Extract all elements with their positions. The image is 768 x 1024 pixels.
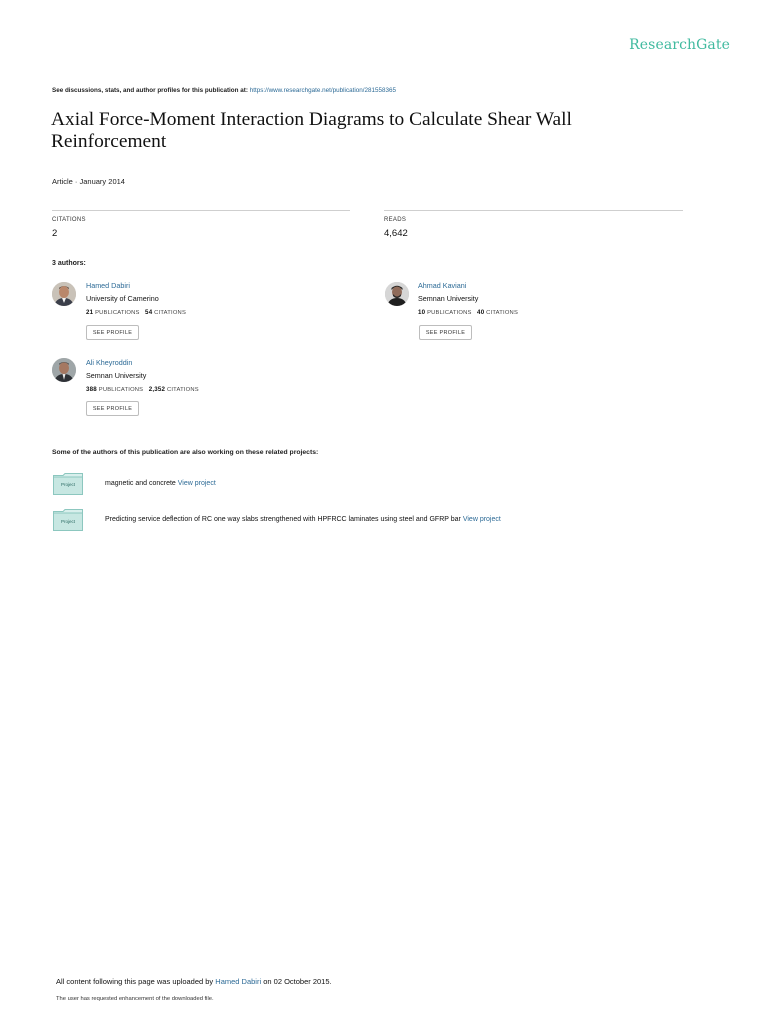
view-project-link[interactable]: View project [462,516,501,523]
see-profile-button[interactable]: SEE PROFILE [86,325,139,340]
publication-url-link[interactable]: https://www.researchgate.net/publication/281558365 [249,87,397,94]
author-stats [86,309,186,316]
projects-heading: Some of the authors of this publication are also working on these related projects: [52,449,319,456]
citations-label: CITATIONS [154,310,187,316]
author-institution: Semnan University [418,294,479,303]
citations-label: CITATIONS [166,387,199,393]
project-icon-label: Project [60,519,75,524]
footer-prefix: All content following this page was uploaded by [56,977,216,986]
author-publications-count: 21 [86,309,94,316]
author-citations-count: 2,352 [148,386,166,393]
project-title: magnetic and concrete [105,480,178,487]
avatar[interactable] [52,282,76,306]
author-citations-count: 54 [145,309,153,316]
project-row [105,516,501,523]
author-name-link[interactable]: Ali Kheyroddin [86,358,133,367]
see-profile-button[interactable]: SEE PROFILE [419,325,472,340]
author-institution: Semnan University [86,371,147,380]
author-name-link[interactable]: Hamed Dabiri [86,281,130,290]
divider-citations [52,210,350,211]
publications-label: PUBLICATIONS [427,310,472,316]
avatar[interactable] [52,358,76,382]
project-icon-label: Project [60,482,75,487]
reads-value: 4,642 [384,228,408,239]
footer-note: The user has requested enhancement of the downloaded file. [56,996,214,1002]
citations-label: CITATIONS [52,217,86,223]
author-institution: University of Camerino [86,294,159,303]
author-publications-count: 10 [418,309,426,316]
author-stats [418,309,518,316]
view-project-link[interactable]: View project [177,480,216,487]
see-profile-button[interactable]: SEE PROFILE [86,401,139,416]
publication-meta: Article · January 2014 [52,177,125,186]
project-title: Predicting service deflection of RC one way slabs strengthened with HPFRCC laminates using steel and GFRP bar [105,516,463,523]
discussion-prefix: See discussions, stats, and author profiles for this publication at: [52,87,250,94]
footer-suffix: on 02 October 2015. [261,977,332,986]
upload-footer [56,977,332,986]
author-name-link[interactable]: Ahmad Kaviani [418,281,467,290]
publications-label: PUBLICATIONS [98,387,144,393]
project-row [105,480,216,487]
authors-heading: 3 authors: [52,260,86,267]
citations-label: CITATIONS [486,310,519,316]
discussion-line [52,87,396,94]
author-citations-count: 40 [477,309,485,316]
uploader-link[interactable]: Hamed Dabiri [215,977,262,986]
divider-reads [384,210,683,211]
publications-label: PUBLICATIONS [95,310,140,316]
reads-label: READS [384,217,407,223]
citations-value: 2 [52,228,58,239]
author-stats [86,386,199,393]
author-publications-count: 388 [86,386,97,393]
publication-title: Axial Force-Moment Interaction Diagrams to Calculate Shear Wall Reinforcement [51,109,572,152]
researchgate-logo[interactable]: ResearchGate [629,37,730,53]
avatar[interactable] [385,282,409,306]
